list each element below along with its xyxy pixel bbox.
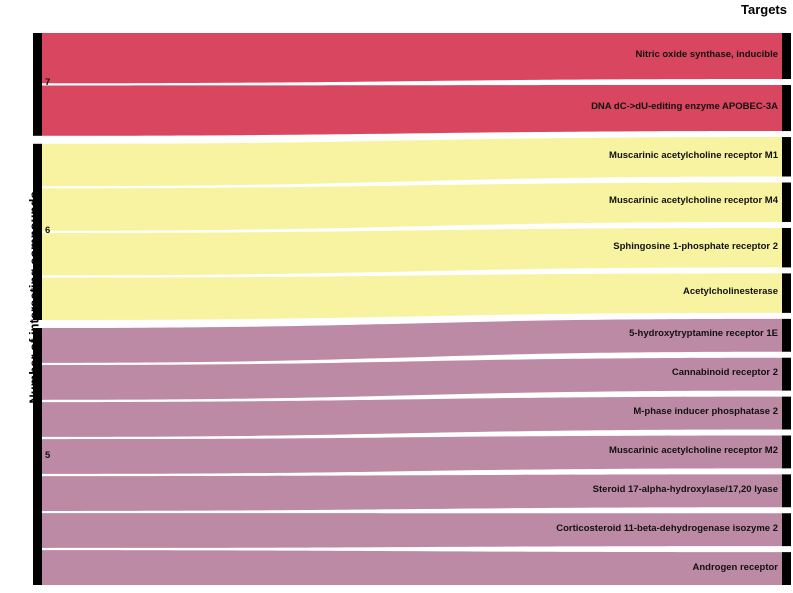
- target-node[interactable]: [782, 397, 791, 430]
- target-node[interactable]: [782, 33, 791, 79]
- target-node-label: Cannabinoid receptor 2: [671, 367, 778, 379]
- target-node-label: Corticosteroid 11-beta-dehydrogenase isozyme 2: [556, 522, 778, 534]
- target-node-label: Muscarinic acetylcholine receptor M2: [609, 444, 778, 456]
- target-node-label: Muscarinic acetylcholine receptor M1: [609, 149, 778, 161]
- sankey-link: [42, 358, 782, 400]
- target-node[interactable]: [782, 435, 791, 468]
- target-node-label: Androgen receptor: [692, 561, 778, 573]
- sankey-link: [42, 273, 782, 320]
- source-node-label: 5: [45, 449, 51, 461]
- target-node[interactable]: [782, 513, 791, 546]
- target-node[interactable]: [782, 552, 791, 585]
- source-node-label: 6: [45, 224, 51, 236]
- target-node-label: Steroid 17-alpha-hydroxylase/17,20 lyase: [592, 483, 778, 495]
- source-node-label: 7: [45, 77, 51, 89]
- targets-axis-title: Targets: [741, 2, 787, 17]
- target-node[interactable]: [782, 183, 791, 222]
- target-node-label: DNA dC->dU-editing enzyme APOBEC-3A: [591, 101, 778, 113]
- compounds-axis-title: Number of interacting compounds: [26, 191, 42, 404]
- target-node[interactable]: [782, 228, 791, 267]
- target-node[interactable]: [782, 474, 791, 507]
- sankey-link: [42, 137, 782, 186]
- target-node-label: 5-hydroxytryptamine receptor 1E: [629, 328, 778, 340]
- target-node[interactable]: [782, 85, 791, 131]
- source-node[interactable]: [33, 33, 42, 136]
- target-node[interactable]: [782, 319, 791, 352]
- target-node-label: Acetylcholinesterase: [682, 286, 778, 298]
- sankey-link: [42, 183, 782, 231]
- target-node-label: Nitric oxide synthase, inducible: [635, 49, 778, 60]
- sankey-link: [42, 228, 782, 275]
- sankey-link: [42, 319, 782, 363]
- target-node[interactable]: [782, 358, 791, 391]
- target-node[interactable]: [782, 273, 791, 312]
- target-node-label: Sphingosine 1-phosphate receptor 2: [613, 240, 778, 252]
- target-node-label: Muscarinic acetylcholine receptor M4: [609, 195, 778, 207]
- target-node[interactable]: [782, 137, 791, 176]
- target-node-label: M-phase inducer phosphatase 2: [633, 406, 778, 418]
- sankey-link: [42, 550, 782, 585]
